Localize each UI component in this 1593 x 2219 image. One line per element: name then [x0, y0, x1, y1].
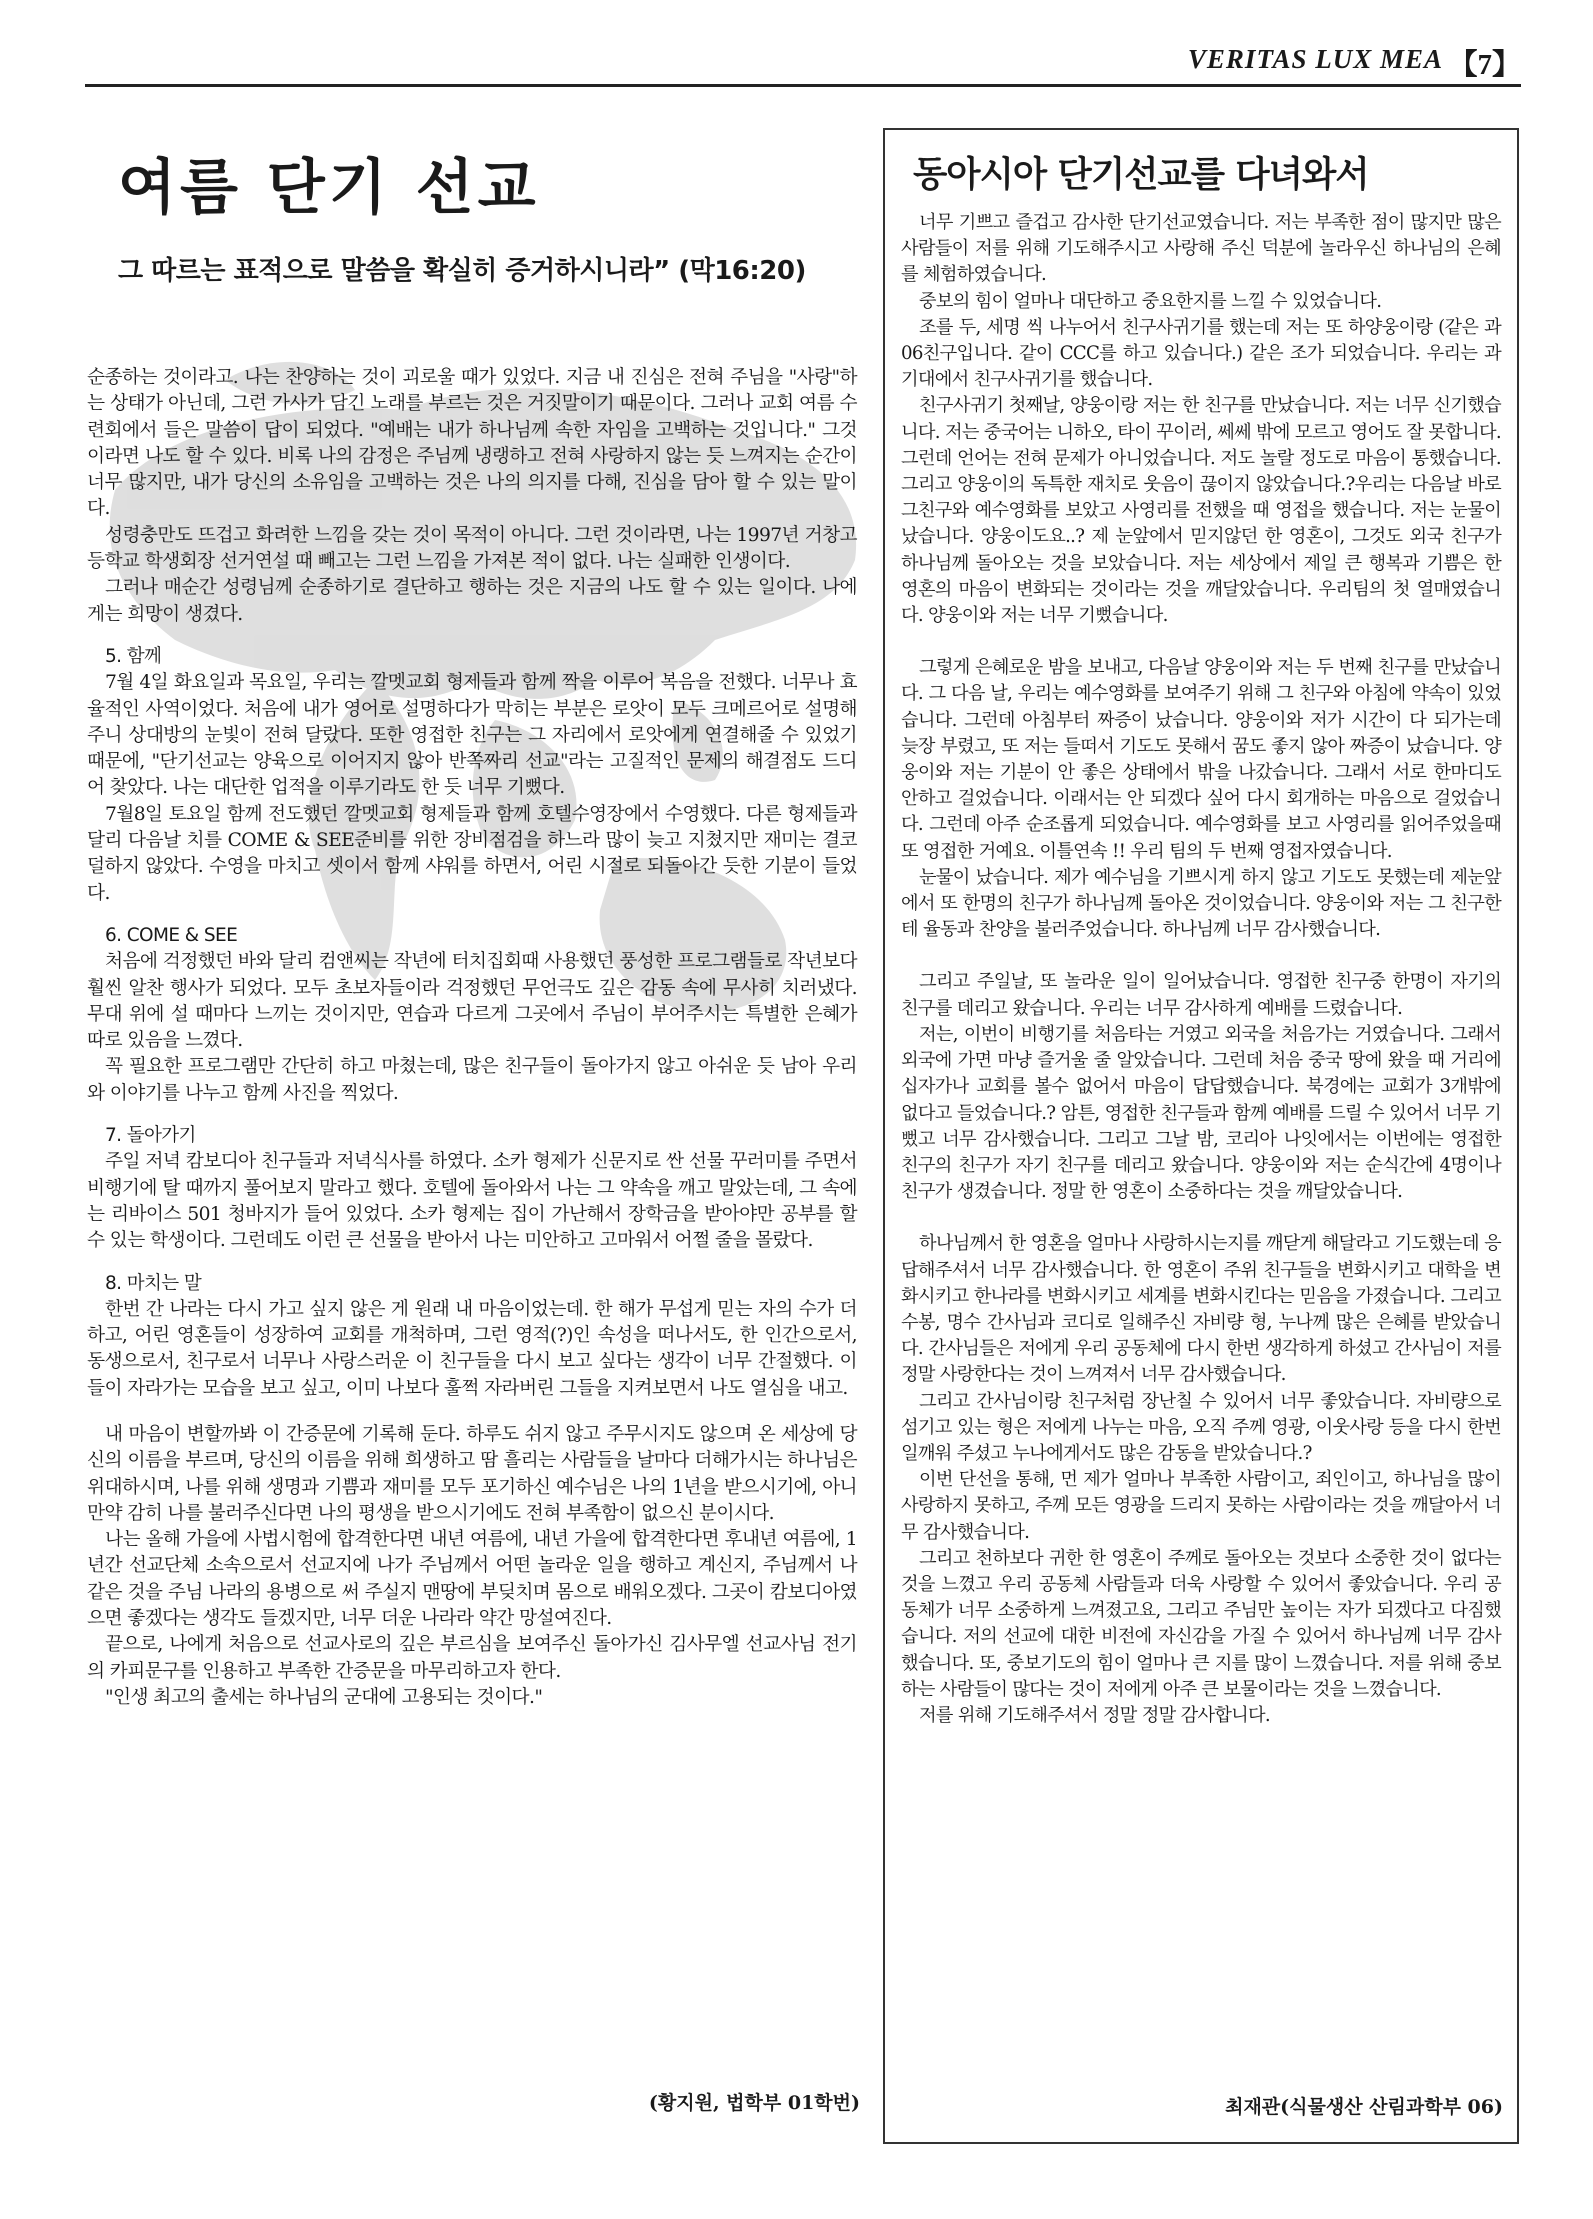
paragraph: 중보의 힘이 얼마나 대단하고 중요한지를 느낄 수 있었습니다.: [919, 290, 1382, 312]
right-article-body: [901, 210, 1501, 1729]
paragraph: 주일 저녁 캄보디아 친구들과 저녁식사를 하였다. 소카 형제가 신문지로 싼 선물 꾸러미를 주면서 비행기에 탈 때까지 풀어보지 말라고 했다. 호텔에 돌아와서 나는 그 약속을 깨고 말았는데, 그 속에는 리바이스 501 청바지가 들어 있었다. 소카 형제는 집이 가난해서 장학금을 받아야만 공부를 할 수 있는 학생이다. 그런데도 이런 큰 선물을 받아서 나는 미안하고 고마워서 어쩔 줄을 몰랐다.: [87, 1151, 857, 1252]
left-article: [85, 100, 865, 2180]
page-number: 【7】: [1448, 49, 1521, 81]
spacer: [901, 1205, 1501, 1231]
paragraph: 나는 올해 가을에 사법시험에 합격한다면 내년 여름에, 내년 가을에 합격한다면 후내년 여름에, 1년간 선교단체 소속으로서 선교지에 나가 주님께서 어떤 놀라운 일을 행하고 계신지, 주님께서 나 같은 것을 주님 나라의 용병으로 써 주실지 맨땅에 부딪치며 몸으로 배워오겠다. 그곳이 캄보디아였으면 좋겠다는 생각도 들겠지만, 너무 더운 나라라 약간 망설여진다.: [87, 1529, 857, 1630]
paragraph: 7월8일 토요일 함께 전도했던 깔멧교회 형제들과 함께 호텔수영장에서 수영했다. 다른 형제들과 달리 다음날 치를 COME & SEE준비를 위한 장비점검을 하느라 많이 늦고 지쳤지만 재미는 결코 덜하지 않았다. 수영을 마치고 셋이서 함께 샤워를 하면서, 어린 시절로 되돌아간 듯한 기분이 들었다.: [87, 803, 857, 904]
paragraph: 눈물이 났습니다. 제가 예수님을 기쁘시게 하지 않고 기도도 못했는데 제눈앞에서 또 한명의 친구가 하나님께 돌아온 것이었습니다. 양웅이와 저는 그 친구한테 율동과 찬양을 불러주었습니다. 하나님께 너무 감사했습니다.: [901, 866, 1501, 941]
section-heading: 7. 돌아가기: [105, 1125, 196, 1147]
paragraph: 한번 간 나라는 다시 가고 싶지 않은 게 원래 내 마음이었는데. 한 해가 무섭게 믿는 자의 수가 더하고, 어린 영혼들이 성장하여 교회를 개척하며, 그런 영적(?)인 속성을 떠나서도, 한 인간으로서, 동생으로서, 친구로서 너무나 사랑스러운 이 친구들을 다시 보고 싶다는 생각이 너무 간절했다. 이들이 자라가는 모습을 보고 싶고, 이미 나보다 훌쩍 자라버린 그들을 지켜보면서 나도 열심을 내고.: [87, 1298, 857, 1399]
paragraph: 이번 단선을 통해, 먼 제가 얼마나 부족한 사람이고, 죄인이고, 하나님을 많이 사랑하지 못하고, 주께 모든 영광을 드리지 못하는 사람이라는 것을 깨달아서 너무 감사했습니다.: [901, 1469, 1501, 1543]
section-heading: 5. 함께: [105, 645, 162, 667]
page-header: [85, 36, 1521, 87]
spacer: [87, 1402, 857, 1422]
paragraph: 하나님께서 한 영혼을 얼마나 사랑하시는지를 깨닫게 해달라고 기도했는데 응답해주셔서 너무 감사했습니다. 한 영혼이 주위 친구들을 변화시키고 대학을 변화시키고 한나라를 변화시키고 세계를 변화시킨다는 믿음을 가졌습니다. 그리고 수봉, 명수 간사님과 코디로 일해주신 자비량 형, 누나께 많은 은혜를 받았습니다. 간사님들은 저에게 우리 공동체에 다시 한번 생각하게 하셨고 간사님이 저를 정말 사랑한다는 것이 느껴져서 너무 감사했습니다.: [901, 1233, 1501, 1386]
article-title: 여름 단기 선교: [118, 153, 540, 223]
paragraph: 저를 위해 기도해주셔서 정말 정말 감사합니다.: [919, 1704, 1271, 1726]
left-article-body: [87, 365, 857, 1711]
paragraph: 성령충만도 뜨겁고 화려한 느낌을 갖는 것이 목적이 아니다. 그런 것이라면, 나는 1997년 거창고등학교 학생회장 선거연설 때 빼고는 그런 느낌을 가져본 적이 없다. 나는 실패한 인생이다.: [87, 524, 857, 573]
paragraph: 7월 4일 화요일과 목요일, 우리는 깔멧교회 형제들과 함께 짝을 이루어 복음을 전했다. 너무나 효율적인 사역이었다. 처음에 내가 영어로 설명하다가 막히는 부분은 로앗이 모두 크메르어로 설명해주니 상대방의 눈빛이 전혀 달랐다. 또한 영접한 친구는 그 자리에서 로앗에게 연결해줄 수 있었기 때문에, "단기선교는 양육으로 이어지지 않아 반쪽짜리 선교"라는 고질적인 문제의 해결점도 드디어 찾았다. 나는 대단한 업적을 이루기라도 한 듯 너무 기뻤다.: [87, 672, 857, 799]
spacer: [901, 943, 1501, 969]
right-author-signature: 최재관(식물생산 산림과학부 06): [1225, 2096, 1503, 2118]
right-article-title: 동아시아 단기선교를 다녀와서: [913, 154, 1369, 195]
paragraph: 그리고 간사님이랑 친구처럼 장난칠 수 있어서 너무 좋았습니다. 자비량으로 섬기고 있는 형은 저에게 나누는 마음, 오직 주께 영광, 이웃사랑 등을 다시 한번 일깨워 주셨고 누나에게서도 많은 감동을 받았습니다.?: [901, 1390, 1501, 1464]
article-verse: 그 따르는 표적으로 말씀을 확실히 증거하시니라” (막16:20): [118, 256, 806, 286]
section-heading: 8. 마치는 말: [105, 1272, 202, 1294]
paragraph: 그러나 매순간 성령님께 순종하기로 결단하고 행하는 것은 지금의 나도 할 수 있는 일이다. 나에게는 희망이 생겼다.: [87, 577, 857, 625]
quote: "인생 최고의 출세는 하나님의 군대에 고용되는 것이다.": [105, 1686, 543, 1708]
paragraph: 저는, 이번이 비행기를 처음타는 거였고 외국을 처음가는 거였습니다. 그래서 외국에 가면 마냥 즐거울 줄 알았습니다. 그런데 처음 중국 땅에 왔을 때 거리에 십자가나 교회를 볼수 없어서 마음이 답답했습니다. 북경에는 교회가 3개밖에 없다고 들었습니다.? 암튼, 영접한 친구들과 함께 예배를 드릴 수 있어서 너무 기뻤고 너무 감사했습니다. 그리고 그날 밤, 코리아 나잇에서는 이번에는 영접한 친구의 친구가 자기 친구를 데리고 왔습니다. 양웅이와 저는 순식간에 4명이나 친구가 생겼습니다. 정말 한 영혼이 소중하다는 것을 깨달았습니다.: [901, 1023, 1501, 1203]
right-article-box: [883, 128, 1519, 2144]
section-heading: 6. COME & SEE: [105, 924, 238, 946]
paragraph: 친구사귀기 첫째날, 양웅이랑 저는 한 친구를 만났습니다. 저는 너무 신기했습니다. 저는 중국어는 니하오, 타이 꾸이러, 쎄쎄 밖에 모르고 영어도 잘 못합니다. 그런데 언어는 전혀 문제가 아니었습니다. 저도 놀랄 정도로 마음이 통했습니다. 그리고 양웅이의 독특한 재치로 웃음이 끊이지 않았습니다.?우리는 다음날 바로 그친구와 예수영화를 보았고 사영리를 전했을 때 영접을 했습니다. 저는 눈물이 났습니다. 양웅이도요..? 제 눈앞에서 믿지않던 한 영혼이, 그것도 외국 친구가 하나님께 돌아오는 것을 보았습니다. 저는 세상에서 제일 큰 행복과 기쁨은 한 영혼의 마음이 변화되는 것이라는 것을 깨달았습니다. 우리팀의 첫 열매였습니다. 양웅이와 저는 너무 기뻤습니다.: [901, 395, 1501, 627]
paragraph: 그리고 주일날, 또 놀라운 일이 일어났습니다. 영접한 친구중 한명이 자기의 친구를 데리고 왔습니다. 우리는 너무 감사하게 예배를 드렸습니다.: [901, 971, 1501, 1019]
paragraph: 꼭 필요한 프로그램만 간단히 하고 마쳤는데, 많은 친구들이 돌아가지 않고 아쉬운 듯 남아 우리와 이야기를 나누고 함께 사진을 찍었다.: [87, 1056, 857, 1104]
paragraph: 내 마음이 변할까봐 이 간증문에 기록해 둔다. 하루도 쉬지 않고 주무시지도 않으며 온 세상에 당신의 이름을 부르며, 당신의 이름을 위해 희생하고 땀 흘리는 사람들을 날마다 더해가시는 하나님은 위대하시며, 나를 위해 생명과 기쁨과 재미를 모두 포기하신 예수님은 나의 1년을 받으시기에, 아니 만약 감히 나를 불러주신다면 나의 평생을 받으시기에도 전혀 부족함이 없으신 분이시다.: [87, 1423, 857, 1524]
paragraph: 그렇게 은혜로운 밤을 보내고, 다음날 양웅이와 저는 두 번째 친구를 만났습니다. 그 다음 날, 우리는 예수영화를 보여주기 위해 그 친구와 아침에 약속이 있었습니다. 그런데 아침부터 짜증이 났습니다. 양웅이와 저가 시간이 다 되가는데 늦장 부렸고, 또 저는 들떠서 기도도 못해서 꿈도 좋지 않아 짜증이 났습니다. 양웅이와 저는 기분이 안 좋은 상태에서 밖을 나갔습니다. 그래서 서로 한마디도 안하고 걸었습니다. 이래서는 안 되겠다 싶어 다시 회개하는 마음으로 걸었습니다. 그런데 아주 순조롭게 되었습니다. 예수영화를 보고 사영리를 읽어주었을때 또 영접한 거예요. 이틀연속 !! 우리 팀의 두 번째 영접자였습니다.: [901, 657, 1501, 862]
paragraph: 처음에 걱정했던 바와 달리 컴앤씨는 작년에 터치집회때 사용했던 풍성한 프로그램들로 작년보다 훨씬 알찬 행사가 되었다. 모두 초보자들이라 걱정했던 무언극도 깊은 감동 속에 무사히 치러냈다. 무대 위에 설 때마다 느끼는 것이지만, 연습과 다르게 그곳에서 주님이 부어주시는 특별한 은혜가 따로 있음을 느꼈다.: [87, 951, 857, 1052]
paragraph: 조를 두, 세명 씩 나누어서 친구사귀기를 했는데 저는 또 하양웅이랑 (같은 과 06친구입니다. 같이 CCC를 하고 있습니다.) 같은 조가 되었습니다. 우리는 과기대에서 친구사귀기를 했습니다.: [901, 316, 1501, 391]
paragraph: 그리고 천하보다 귀한 한 영혼이 주께로 돌아오는 것보다 소중한 것이 없다는 것을 느꼈고 우리 공동체 사람들과 더욱 사랑할 수 있어서 좋았습니다. 우리 공동체가 너무 소중하게 느껴졌고요, 그리고 주님만 높이는 자가 되겠다고 다짐했습니다. 저의 선교에 대한 비전에 자신감을 가질 수 있어서 하나님께 너무 감사했습니다. 또, 중보기도의 힘이 얼마나 큰 지를 많이 느꼈습니다. 저를 위해 중보하는 사람들이 많다는 것이 저에게 아주 큰 보물이라는 것을 느꼈습니다.: [901, 1547, 1501, 1700]
paragraph: 너무 기쁘고 즐겁고 감사한 단기선교였습니다. 저는 부족한 점이 많지만 많은 사람들이 저를 위해 기도해주시고 사랑해 주신 덕분에 놀라우신 하나님의 은혜를 체험하였습니다.: [901, 212, 1501, 286]
spacer: [901, 629, 1501, 655]
paragraph: 순종하는 것이라고. 나는 찬양하는 것이 괴로울 때가 있었다. 지금 내 진심은 전혀 주님을 "사랑"하는 상태가 아닌데, 그런 가사가 담긴 노래를 부르는 것은 거짓말이기 때문이다. 그러나 교회 여름 수련회에서 들은 말씀이 답이 되었다. "예배는 내가 하나님께 속한 자임을 고백하는 것입니다." 그것이라면 나도 할 수 있다. 비록 나의 감정은 주님께 냉랭하고 전혀 사랑하지 않는 듯 느껴지는 순간이 너무 많지만, 내가 당신의 소유임을 고백하는 것은 나의 의지를 다해, 진심을 담아 할 수 있는 말이다.: [87, 367, 857, 520]
masthead: VERITAS LUX MEA: [1187, 44, 1443, 74]
paragraph: 끝으로, 나에게 처음으로 선교사로의 깊은 부르심을 보여주신 돌아가신 김사무엘 선교사님 전기의 카피문구를 인용하고 부족한 간증문을 마무리하고자 한다.: [87, 1634, 858, 1682]
author-signature: (황지원, 법학부 01학번): [648, 2092, 860, 2114]
